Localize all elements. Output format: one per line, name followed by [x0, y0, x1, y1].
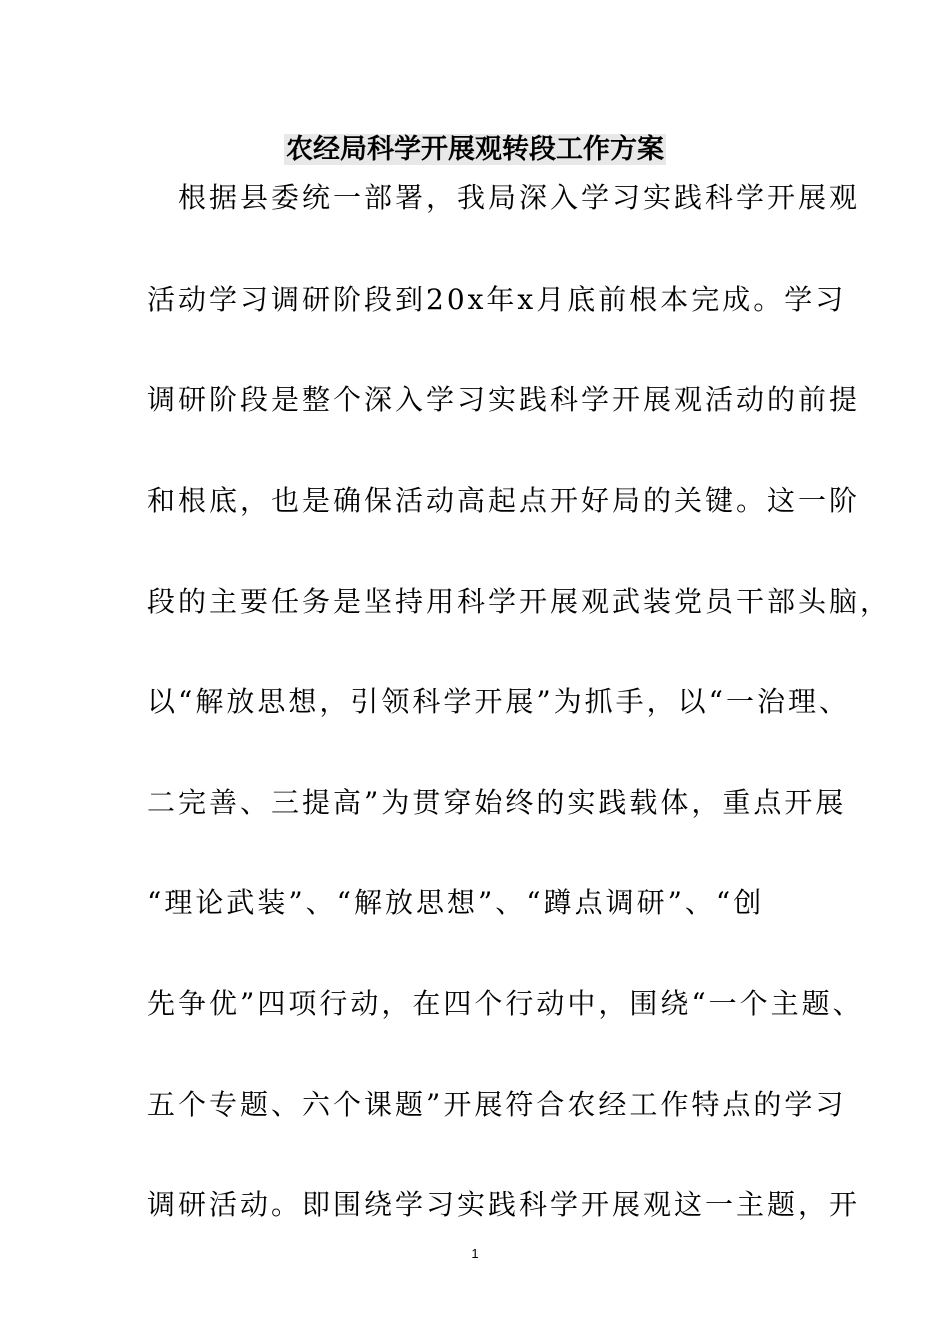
body-text-line-6: 以“解放思想，引领科学开展”为抓手，以“一治理、	[147, 685, 850, 718]
body-text-line-4: 和根底，也是确保活动高起点开好局的关键。这一阶	[147, 484, 861, 517]
page-number: 1	[471, 1246, 479, 1261]
body-text-line-2: 活动学习调研阶段到20x年x月底前根本完成。学习	[147, 283, 847, 316]
body-text-line-11: 调研活动。即围绕学习实践科学开展观这一主题，开	[147, 1188, 861, 1221]
body-text-line-3: 调研阶段是整个深入学习实践科学开展观活动的前提	[147, 383, 861, 416]
body-text-line-8: “理论武装”、“解放思想”、“蹲点调研”、“创	[147, 886, 765, 919]
body-text-line-7: 二完善、三提高”为贯穿始终的实践载体，重点开展	[147, 786, 847, 819]
body-text-line-5: 段的主要任务是坚持用科学开展观武装党员干部头脑，	[147, 585, 892, 618]
body-text-line-1: 根据县委统一部署，我局深入学习实践科学开展观	[147, 181, 861, 214]
document-title	[0, 128, 950, 172]
body-text-line-9: 先争优”四项行动，在四个行动中，围绕“一个主题、	[147, 987, 864, 1020]
body-text-line-10: 五个专题、六个课题”开展符合农经工作特点的学习	[147, 1088, 847, 1121]
document-title-text: 农经局科学开展观转段工作方案	[286, 134, 664, 165]
